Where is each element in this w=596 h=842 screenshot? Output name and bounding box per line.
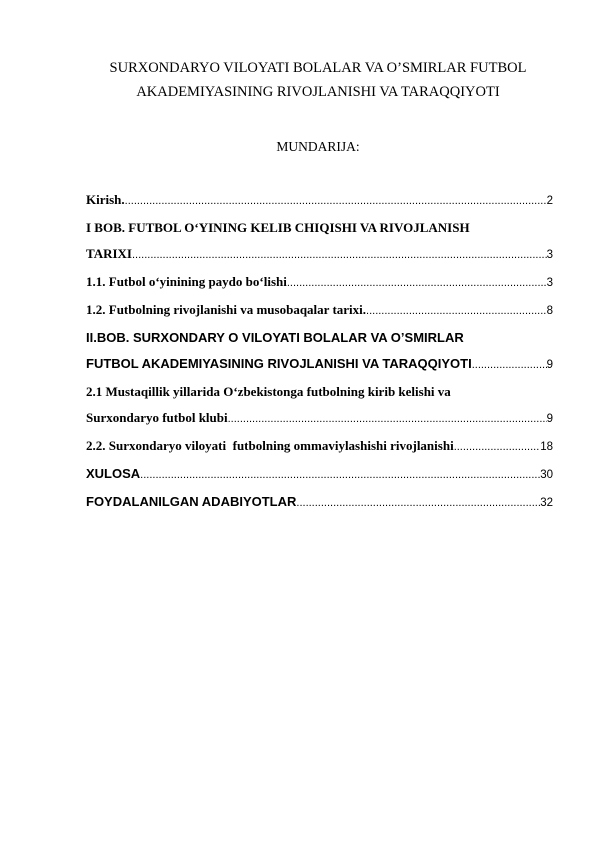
toc-entry-title: 2.2. Surxondaryo viloyati futbolning ommaviylashishi rivojlanishi	[86, 438, 454, 453]
toc-entry[interactable]	[86, 274, 553, 291]
toc-entry[interactable]	[86, 220, 553, 263]
title-line-2: AKADEMIYASINING RIVOJLANISHI VA TARAQQIYOTI	[136, 84, 500, 100]
toc-page-number: 30	[540, 469, 553, 481]
toc-entry-title: I BOB. FUTBOL O‘YINING KELIB CHIQISHI VA RIVOJLANISH	[86, 220, 470, 235]
toc-page-number: 9	[546, 359, 553, 371]
contents-heading: MUNDARIJA:	[276, 139, 360, 154]
toc-page-number: 8	[546, 305, 553, 317]
dot-leader	[366, 303, 547, 319]
dot-leader	[228, 411, 547, 427]
toc-entry-title: 1.1. Futbol o‘yinining paydo bo‘lishi	[86, 274, 287, 289]
toc-page-number: 3	[546, 277, 553, 289]
dot-leader	[472, 357, 547, 373]
toc-entry-title-cont: TARIXI	[86, 246, 132, 261]
dot-leader	[132, 247, 547, 263]
toc-page-number: 32	[540, 497, 553, 509]
toc-entry-title-cont: Surxondaryo futbol klubi	[86, 410, 228, 425]
title-line-1: SURXONDARYO VILOYATI BOLALAR VA O’SMIRLAR FUTBOL	[109, 60, 527, 76]
toc-entry-title: 2.1 Mustaqillik yillarida O‘zbekistonga futbolning kirib kelishi va	[86, 384, 451, 399]
table-of-contents	[86, 192, 553, 522]
toc-entry[interactable]	[86, 438, 553, 455]
toc-page-number: 9	[546, 413, 553, 425]
toc-entry-title: Kirish.	[86, 192, 125, 207]
toc-entry[interactable]	[86, 330, 553, 373]
toc-page-number: 2	[546, 195, 553, 207]
dot-leader	[125, 193, 547, 209]
toc-entry-title: FOYDALANILGAN ADABIYOTLAR	[86, 494, 297, 509]
toc-page-number: 18	[540, 441, 553, 453]
toc-entry[interactable]	[86, 466, 553, 483]
toc-entry-title: 1.2. Futbolning rivojlanishi va musobaqalar tarixi.	[86, 302, 367, 317]
toc-entry[interactable]	[86, 384, 553, 427]
dot-leader	[296, 495, 540, 511]
toc-page-number: 3	[546, 249, 553, 261]
toc-entry[interactable]	[86, 302, 553, 319]
toc-entry[interactable]	[86, 494, 553, 511]
document-title	[40, 56, 596, 104]
toc-entry-title-cont: FUTBOL AKADEMIYASINING RIVOJLANISHI VA TARAQQIYOTI	[86, 356, 472, 371]
dot-leader	[140, 467, 540, 483]
dot-leader	[287, 275, 547, 291]
toc-entry[interactable]	[86, 192, 553, 209]
toc-entry-title: XULOSA	[86, 466, 141, 481]
dot-leader	[454, 439, 541, 455]
toc-entry-title: II.BOB. SURXONDARY O VILOYATI BOLALAR VA O’SMIRLAR	[86, 330, 464, 345]
